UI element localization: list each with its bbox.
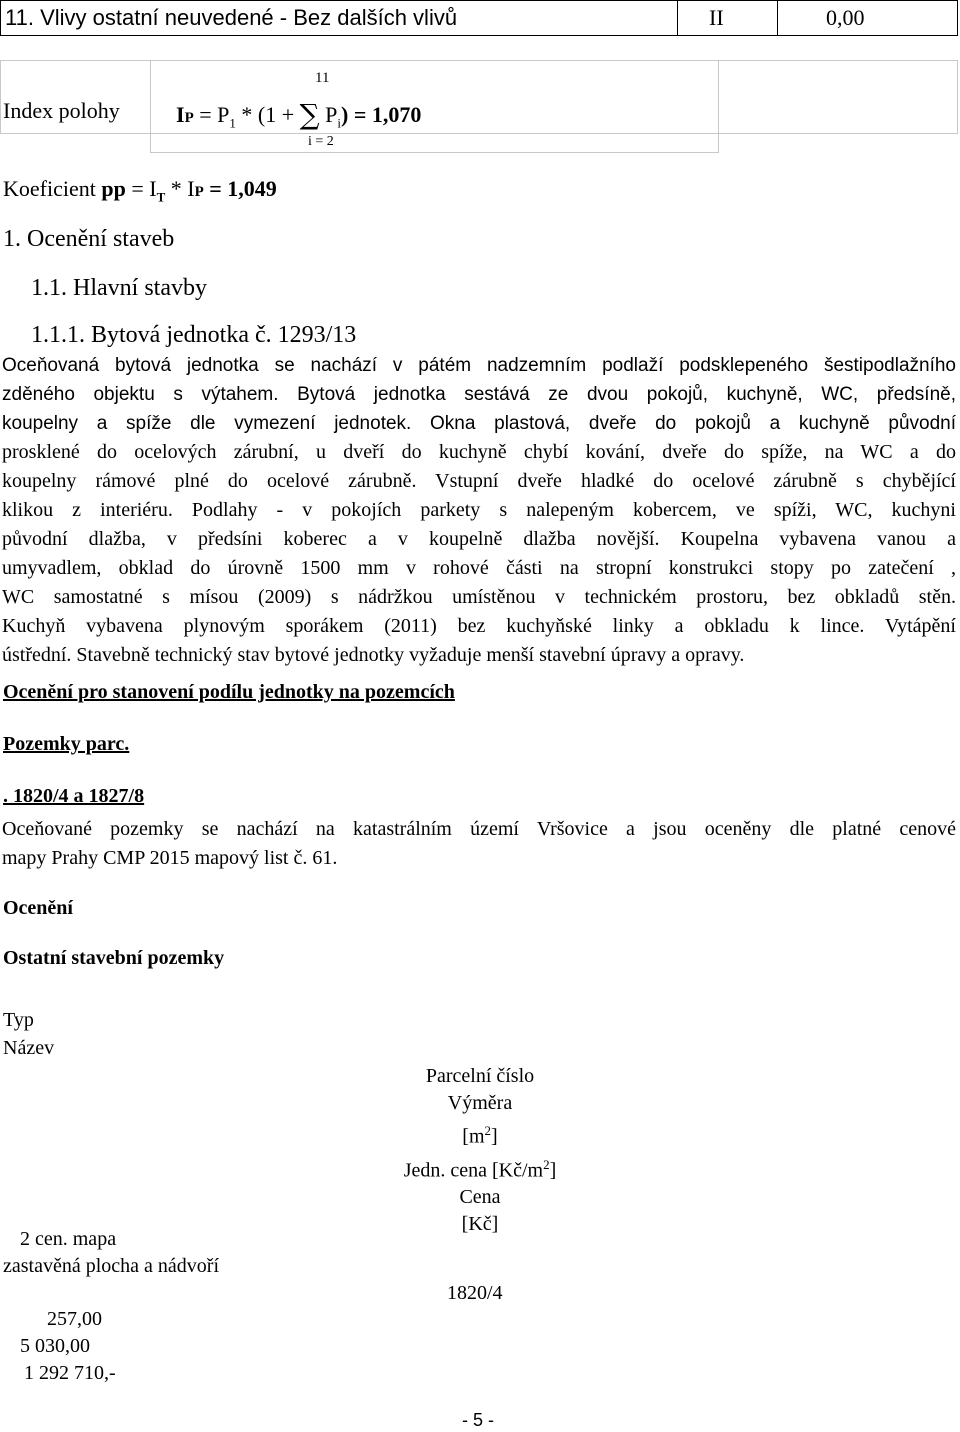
pozemky-paragraph: [2, 815, 956, 873]
vlivy-value: 0,00: [826, 5, 865, 30]
col-header-vymera: Výměra: [447, 1092, 513, 1114]
pozemky-line: Oceňované pozemky se nachází na katastrálním území Vršovice a jsou oceněny dle platné cenové: [2, 818, 956, 840]
description-line: původní dlažba, v předsíni koberec a v koupelně dlažba novější. Koupelna vybavena vanou a: [2, 528, 956, 550]
heading-hlavni-stavby: 1.1. Hlavní stavby: [31, 275, 207, 301]
grid-line: [957, 60, 958, 134]
ostatni-pozemky-heading: Ostatní stavební pozemky: [3, 947, 225, 969]
col-header-parcelni: Parcelní číslo: [425, 1065, 535, 1087]
row-divider: [777, 1, 778, 35]
col-headers-block: [370, 1063, 590, 1238]
grid-line: [0, 60, 958, 61]
description-line: Oceňovaná bytová jednotka se nachází v pátém nadzemním podlaží podsklepeného šestipodlažního: [2, 355, 956, 376]
row-cena: 1 292 710,-: [24, 1362, 116, 1384]
row-parcel: 1820/4: [447, 1282, 503, 1304]
index-polohy-label: Index polohy: [3, 98, 120, 123]
grid-line: [0, 133, 958, 134]
sum-upper-limit: 11: [315, 70, 330, 86]
row-nazev: zastavěná plocha a nádvoří: [3, 1255, 220, 1277]
description-line: WC samostatné s mísou (2009) s nádržkou umístěnou v technickém prostoru, bez obkladů stěn.: [2, 586, 956, 608]
col-header-jedn-cena: Jedn. cena $[Kč/m^2]$: [403, 1156, 557, 1182]
vlivy-class: II: [709, 5, 724, 30]
description-line: koupelny a spíže dle vymezení jednotek. Okna plastová, dveře do pokojů a kuchyně původní: [2, 413, 956, 434]
pozemky-parc-label: Pozemky parc.: [3, 733, 130, 755]
heading-bytova-jednotka: 1.1.1. Bytová jednotka č. 1293/13: [31, 322, 357, 348]
section-title-pozemky: Ocenění pro stanovení podílu jednotky na pozemcích: [3, 681, 455, 703]
col-header-vymera-unit: $[m^2]$: [462, 1123, 498, 1148]
grid-line: [150, 60, 151, 153]
page-number: - 5 -: [462, 1410, 495, 1430]
parcel-numbers: . 1820/4 a 1827/8: [3, 785, 145, 807]
description-line: prosklené do ocelových zárubní, u dveří do kuchyně chybí kování, dveře do spíže, na WC a do: [2, 441, 956, 463]
description-line: klikou z interiéru. Podlahy - v pokojích parkety s nalepeným kobercem, ve spíži, WC, kuchyni: [2, 499, 956, 521]
description-line: ústřední. Stavebně technický stav bytové jednotky vyžaduje menší stavební úpravy a opravy.: [2, 644, 745, 666]
row-jedn-cena: 5 030,00: [20, 1335, 90, 1357]
row-vymera: 257,00: [47, 1308, 102, 1330]
oceneni-heading: Ocenění: [3, 897, 73, 919]
grid-line: [0, 60, 1, 134]
col-header-cena: Cena: [459, 1186, 501, 1209]
pozemky-line: mapy Prahy CMP 2015 mapový list č. 61.: [2, 847, 338, 869]
row-divider: [677, 1, 678, 35]
description-line: koupelny rámové plné do ocelové zárubně. Vstupní dveře hladké do ocelové zárubně s chybějící: [2, 470, 956, 492]
col-header-cena-unit: [Kč]: [461, 1213, 499, 1236]
index-formula: IP = $P_1 * (1$ + ∑ $P_i) = 1,070$: [176, 98, 422, 131]
sum-symbol: ∑: [299, 98, 320, 131]
grid-line: [150, 152, 719, 153]
description-paragraph: [2, 351, 956, 670]
vlivy-row: [0, 0, 958, 36]
description-line: Kuchyň vybavena plynovým sporákem (2011) bez kuchyňské linky a obkladu k lince. Vytápění: [2, 615, 956, 637]
koeficient-line: Koeficient pp = $I_T$ * IP = 1,049: [3, 176, 277, 205]
col-header-nazev: Název: [3, 1037, 55, 1059]
grid-line: [718, 60, 719, 153]
description-line: zděného objektu s výtahem. Bytová jednotka sestává ze dvou pokojů, kuchyně, WC, předsíně,: [2, 384, 956, 405]
heading-oceneni-staveb: 1. Ocenění staveb: [3, 226, 175, 252]
vlivy-label: 11. Vlivy ostatní neuvedené - Bez dalších vlivů: [5, 5, 458, 30]
sum-lower-limit: i = 2: [308, 134, 334, 149]
row-typ: 2 cen. mapa: [20, 1228, 117, 1250]
description-line: umyvadlem, obklad do úrovně 1500 mm v rohové části na stropní konstrukci stopy po zatečení ,: [2, 557, 956, 579]
col-header-typ: Typ: [3, 1009, 34, 1031]
